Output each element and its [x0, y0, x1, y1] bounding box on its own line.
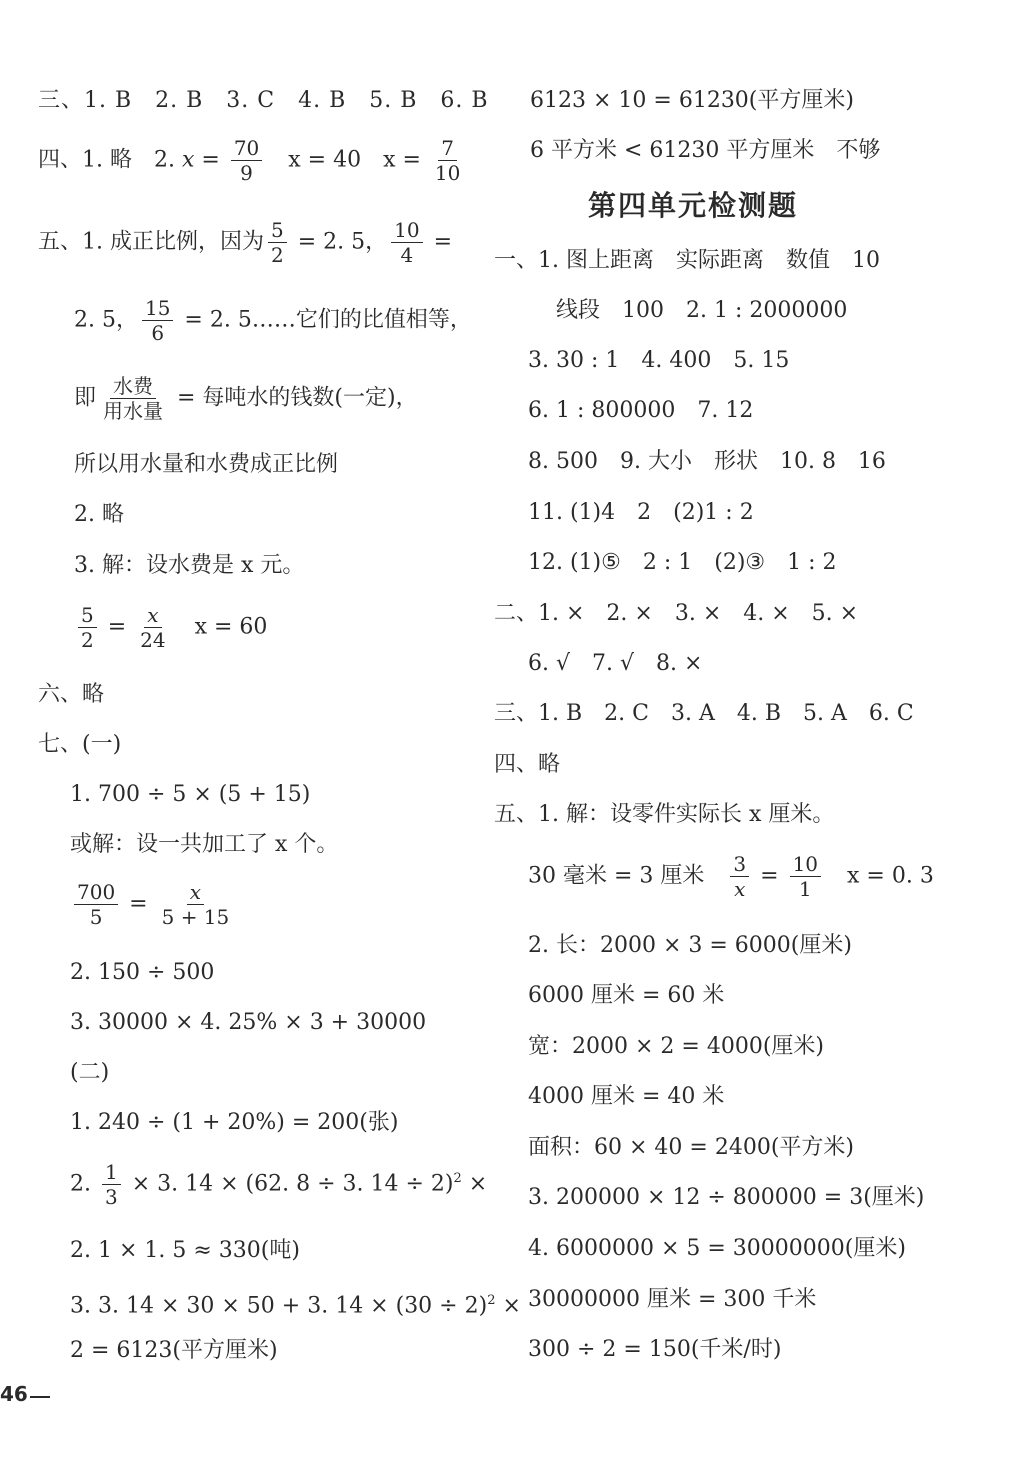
- answer-text: 2.: [70, 1171, 98, 1197]
- equals-sign: =: [753, 863, 786, 889]
- answer-line: 4. 6000000 × 5 = 30000000(厘米): [528, 1236, 906, 1261]
- answer-line: 11. (1)4 2 (2)1 : 2: [528, 500, 754, 525]
- answer-line: 300 ÷ 2 = 150(千米/时): [528, 1337, 782, 1362]
- answer-text: 3. 3. 14 × 30 × 50 + 3. 14 × (30 ÷ 2): [70, 1293, 488, 1319]
- footer-rule: [30, 1396, 50, 1398]
- answer-subsection: (二): [70, 1060, 110, 1085]
- answer-line: 3. 200000 × 12 ÷ 800000 = 3(厘米): [528, 1185, 925, 1210]
- answer-text: = 每吨水的钱数(一定)，: [170, 385, 418, 411]
- answer-text: = 2. 5……它们的比值相等，: [177, 307, 472, 333]
- answer-line: 2. 略: [74, 502, 124, 527]
- answer-section-2: 二、1. × 2. × 3. × 4. × 5. ×: [494, 601, 859, 626]
- answer-line: 6. √ 7. √ 8. ×: [528, 651, 703, 676]
- equation-line: [74, 603, 267, 652]
- fraction: $\frac{15}{6}$: [142, 296, 173, 345]
- answer-section-6: 六、略: [38, 682, 105, 707]
- exponent: 2: [453, 1171, 462, 1187]
- answer-text: 30 毫米 = 3 厘米: [528, 863, 727, 889]
- answer-line: 12. (1)⑤ 2 : 1 (2)③ 1 : 2: [528, 550, 837, 575]
- answer-section-5: 五、1. 解：设零件实际长 x 厘米。: [494, 802, 835, 827]
- answer-line: 3. 30 : 1 4. 400 5. 15: [528, 348, 790, 373]
- answer-line: [70, 1286, 521, 1321]
- equals-sign: =: [122, 891, 155, 917]
- answer-line: 8. 500 9. 大小 形状 10. 8 16: [528, 449, 886, 474]
- answer-line: 6000 厘米 = 60 米: [528, 983, 725, 1008]
- answer-text: x = 40 x =: [266, 147, 428, 173]
- answer-line: 30000000 厘米 = 300 千米: [528, 1287, 817, 1312]
- answer-text: = 2. 5，: [290, 229, 388, 255]
- answer-text: ×: [495, 1293, 521, 1319]
- fraction: $\frac{x}{5 + 15}$: [161, 880, 230, 929]
- answer-line: 2. 1 × 1. 5 ≈ 330(吨): [70, 1238, 300, 1263]
- answer-line: 所以用水量和水费成正比例: [74, 452, 339, 477]
- unit-title: 第四单元检测题: [588, 189, 799, 222]
- answer-line: 宽：2000 × 2 = 4000(厘米): [528, 1034, 824, 1059]
- equation-line: [528, 852, 934, 901]
- equals-sign: =: [100, 614, 134, 640]
- answer-text: 四、1. 略 2.: [38, 147, 182, 173]
- fraction: $\frac{5}{2}$: [78, 603, 97, 652]
- fraction: $\frac{7}{10}$: [434, 136, 461, 185]
- fraction: $\frac{700}{5}$: [74, 880, 118, 929]
- answer-section-3: 三、1. B 2. C 3. A 4. B 5. A 6. C: [494, 701, 914, 726]
- answer-text: x = 60: [172, 614, 268, 640]
- answer-line: 线段 100 2. 1 : 2000000: [556, 298, 848, 323]
- fraction: $\frac{70}{9}$: [231, 136, 262, 185]
- answer-line: 1. 700 ÷ 5 × (5 + 15): [70, 782, 311, 807]
- answer-text: x = 0. 3: [825, 863, 934, 889]
- answer-section-5-line-2: [74, 296, 472, 345]
- answer-line: 6. 1 : 800000 7. 12: [528, 398, 754, 423]
- fraction: $\frac{10}{4}$: [391, 218, 422, 267]
- answer-section-4: 四、略: [494, 752, 561, 777]
- answer-text: ×: [461, 1171, 488, 1197]
- answer-line: 2 = 6123(平方厘米): [70, 1338, 278, 1363]
- answer-section-5-line-3: [74, 374, 418, 423]
- answer-section-1: 一、1. 图上距离 实际距离 数值 10: [494, 248, 880, 273]
- fraction: $\frac{5}{2}$: [268, 218, 287, 267]
- answer-section-4: [38, 136, 467, 185]
- answer-text: 即: [74, 385, 97, 411]
- answer-line: 2. 长：2000 × 3 = 6000(厘米): [528, 933, 852, 958]
- answer-text: 2. 5，: [74, 307, 138, 333]
- fraction: $\frac{\text{水费}}{\text{用水量}}$: [103, 374, 164, 423]
- fraction: $\frac{3}{x}$: [730, 852, 749, 901]
- equals-sign: =: [426, 229, 453, 255]
- answer-line: 6123 × 10 = 61230(平方厘米): [530, 88, 854, 113]
- fraction: $\frac{x}{24}$: [140, 603, 166, 652]
- answer-line: 或解：设一共加工了 x 个。: [70, 832, 339, 857]
- fraction: $\frac{10}{1}$: [790, 852, 821, 901]
- answer-section-3: 三、1. B 2. B 3. C 4. B 5. B 6. B: [38, 88, 489, 113]
- equals-sign: =: [194, 147, 227, 173]
- answer-line: 3. 解：设水费是 x 元。: [74, 553, 305, 578]
- answer-text: × 3. 14 × (62. 8 ÷ 3. 14 ÷ 2): [124, 1171, 454, 1197]
- answer-line: 3. 30000 × 4. 25% × 3 + 30000: [70, 1010, 427, 1035]
- answer-line: 1. 240 ÷ (1 + 20%) = 200(张): [70, 1110, 399, 1135]
- page-number: 46: [0, 1382, 28, 1406]
- answer-section-7: 七、(一): [38, 732, 122, 757]
- exponent: 2: [487, 1293, 496, 1308]
- answer-line: 2. 150 ÷ 500: [70, 960, 215, 985]
- answer-line: 6 平方米 < 61230 平方厘米 不够: [530, 138, 881, 163]
- answer-line: [70, 1160, 487, 1209]
- answer-line: 4000 厘米 = 40 米: [528, 1084, 725, 1109]
- answer-line: 面积：60 × 40 = 2400(平方米): [528, 1135, 854, 1160]
- fraction: $\frac{1}{3}$: [102, 1160, 121, 1209]
- variable-x: x: [181, 147, 195, 173]
- equation-line: [70, 880, 236, 929]
- answer-text: 五、1. 成正比例，因为: [38, 229, 264, 255]
- answer-section-5-line-1: [38, 218, 452, 267]
